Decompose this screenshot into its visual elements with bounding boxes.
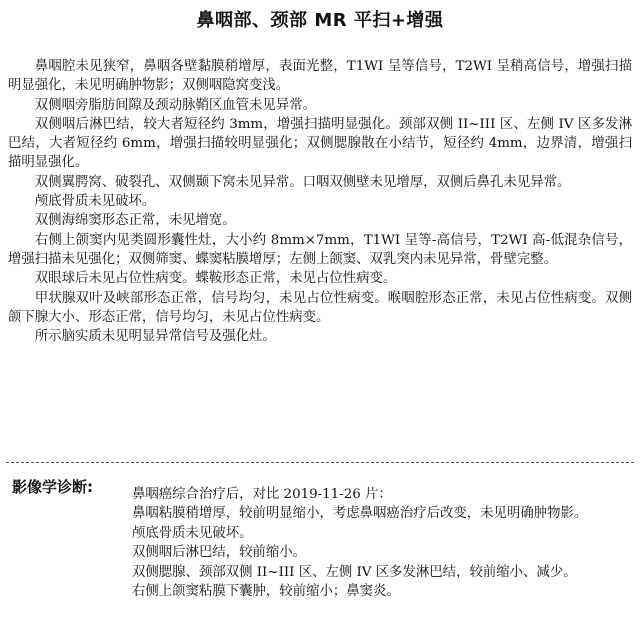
findings-section [8,57,632,346]
finding-paragraph: 双侧翼腭窝、破裂孔、双侧颞下窝未见异常。口咽双侧壁未见增厚，双侧后鼻孔未见异常。 [34,174,571,190]
finding-paragraph: 右侧上颌窦内见类圆形囊性灶，大小约 8mm×7mm，T1WI 呈等-高信号，T2WI 高-低混杂信号，增强扫描未见强化；双侧筛窦、蝶窦粘膜增厚；左侧上颌窦、双乳突内未见异常，骨壁完整。 [8,232,632,267]
section-divider [6,462,634,463]
finding-paragraph: 双侧海绵窦形态正常，未见增宽。 [34,213,236,229]
finding-paragraph: 双眼球后未见占位性病变。蝶鞍形态正常，未见占位性病变。 [34,271,397,287]
finding-paragraph: 双侧咽后淋巴结，较大者短径约 3mm，增强扫描明显强化。颈部双侧 II~III 区、左侧 IV 区多发淋巴结，大者短径约 6mm，增强扫描较明显强化；双侧腮腺散在小结节，短径约 4mm，边界清，增强扫描明显强化。 [8,116,632,171]
diagnosis-line: 颅底骨质未见破坏。 [132,525,253,541]
finding-paragraph: 甲状腺双叶及峡部形态正常，信号均匀，未见占位性病变。喉咽腔形态正常，未见占位性病变。双侧颌下腺大小、形态正常，信号均匀，未见占位性病变。 [8,290,632,325]
diagnosis-line: 右侧上颌窦粘膜下囊肿，较前缩小；鼻窦炎。 [132,584,400,600]
diagnosis-line: 双侧腮腺、颈部双侧 II~III 区、左侧 IV 区多发淋巴结，较前缩小、减少。 [132,564,577,580]
finding-paragraph: 颅底骨质未见破坏。 [34,194,156,210]
finding-paragraph: 所示脑实质未见明显异常信号及强化灶。 [34,329,276,345]
finding-paragraph: 鼻咽腔未见狭窄，鼻咽各壁黏膜稍增厚，表面光整，T1WI 呈等信号，T2WI 呈稍高信号，增强扫描明显强化，未见明确肿物影；双侧咽隐窝变浅。 [8,59,632,94]
report-title: 鼻咽部、颈部 MR 平扫+增强 [196,10,444,31]
finding-paragraph: 双侧咽旁脂肪间隙及颈动脉鞘区血管未见异常。 [34,97,316,113]
diagnosis-section [132,485,640,601]
diagnosis-label: 影像学诊断: [12,478,93,496]
diagnosis-line: 双侧咽后淋巴结，较前缩小。 [132,545,307,561]
diagnosis-line: 鼻咽粘膜稍增厚，较前明显缩小，考虑鼻咽癌治疗后改变，未见明确肿物影。 [132,506,588,522]
diagnosis-line: 鼻咽癌综合治疗后，对比 2019-11-26 片： [132,487,392,502]
